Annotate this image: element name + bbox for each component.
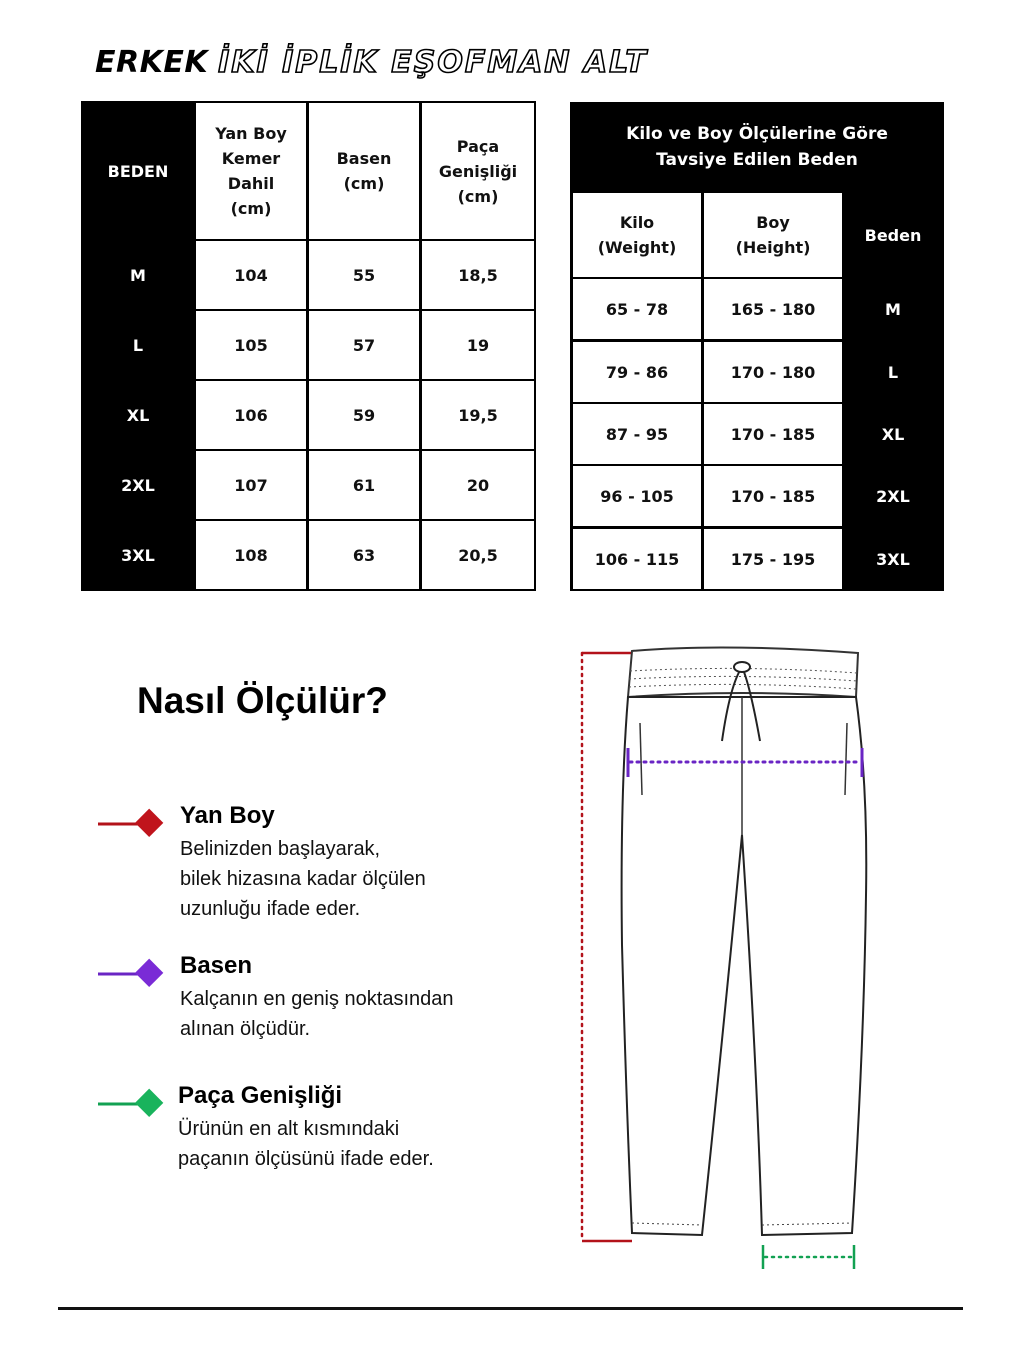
size-value-cell: 20 — [422, 451, 534, 519]
size-value-cell: 19,5 — [422, 381, 534, 449]
size-table-header: Yan Boy Kemer Dahil (cm) — [196, 103, 306, 239]
recommend-value-cell: 165 - 180 — [704, 279, 842, 339]
recommend-value-cell: 170 - 185 — [704, 466, 842, 526]
size-value-cell: 18,5 — [422, 241, 534, 309]
size-value-cell: 55 — [309, 241, 419, 309]
size-label-cell: M — [83, 241, 193, 309]
recommend-value-cell: 175 - 195 — [704, 529, 842, 589]
legend-title: Basen — [180, 952, 253, 979]
legend-desc: Ürünün en alt kısmındaki paçanın ölçüsünü ifade eder. — [178, 1118, 434, 1170]
legend-title: Paça Genişliği — [178, 1082, 343, 1109]
recommend-table-title: Kilo ve Boy Ölçülerine Göre Tavsiye Edilen Beden — [571, 103, 943, 190]
recommend-value-cell: 170 - 180 — [704, 342, 842, 402]
legend-yan-boy — [96, 804, 516, 924]
recommend-table-header: Boy (Height) — [704, 193, 842, 277]
recommend-size-cell: 3XL — [845, 529, 941, 589]
size-value-cell: 106 — [196, 381, 306, 449]
red-diamond-icon — [96, 804, 176, 840]
size-table-header: Paça Genişliği (cm) — [422, 103, 534, 239]
size-label-cell: 3XL — [83, 521, 193, 589]
size-value-cell: 57 — [309, 311, 419, 379]
recommend-size-cell: XL — [845, 404, 941, 464]
recommend-size-cell: L — [845, 342, 941, 402]
recommend-table-header: Kilo (Weight) — [573, 193, 701, 277]
page-title — [95, 40, 648, 84]
size-value-cell: 63 — [309, 521, 419, 589]
recommend-size-cell: 2XL — [845, 466, 941, 526]
recommend-value-cell: 79 - 86 — [573, 342, 701, 402]
size-value-cell: 105 — [196, 311, 306, 379]
legend-title: Yan Boy — [180, 802, 275, 829]
size-table-header: Basen (cm) — [309, 103, 419, 239]
recommend-value-cell: 170 - 185 — [704, 404, 842, 464]
legend-desc: Kalçanın en geniş noktasından alınan ölçüdür. — [180, 988, 454, 1040]
recommend-table-header: Beden — [845, 193, 941, 277]
size-label-cell: 2XL — [83, 451, 193, 519]
green-diamond-icon — [96, 1084, 176, 1120]
size-value-cell: 104 — [196, 241, 306, 309]
size-value-cell: 61 — [309, 451, 419, 519]
pants-diagram-icon — [572, 645, 872, 1275]
legend-desc: Belinizden başlayarak, bilek hizasına kadar ölçülen uzunluğu ifade eder. — [180, 838, 426, 920]
legend-basen — [96, 954, 516, 1044]
recommend-value-cell: 87 - 95 — [573, 404, 701, 464]
size-value-cell: 19 — [422, 311, 534, 379]
size-value-cell: 59 — [309, 381, 419, 449]
recommend-value-cell: 65 - 78 — [573, 279, 701, 339]
size-table-header: BEDEN — [83, 103, 193, 239]
recommend-value-cell: 106 - 115 — [573, 529, 701, 589]
size-label-cell: L — [83, 311, 193, 379]
bottom-divider — [58, 1307, 963, 1310]
recommend-value-cell: 96 - 105 — [573, 466, 701, 526]
legend-paca — [96, 1084, 516, 1174]
title-bold: ERKEK — [95, 44, 209, 80]
how-to-heading: Nasıl Ölçülür? — [137, 680, 388, 721]
size-value-cell: 107 — [196, 451, 306, 519]
title-outline: İKİ İPLİK EŞOFMAN ALT — [218, 44, 648, 80]
recommend-size-cell: M — [845, 279, 941, 339]
size-value-cell: 20,5 — [422, 521, 534, 589]
purple-diamond-icon — [96, 954, 176, 990]
size-label-cell: XL — [83, 381, 193, 449]
size-value-cell: 108 — [196, 521, 306, 589]
